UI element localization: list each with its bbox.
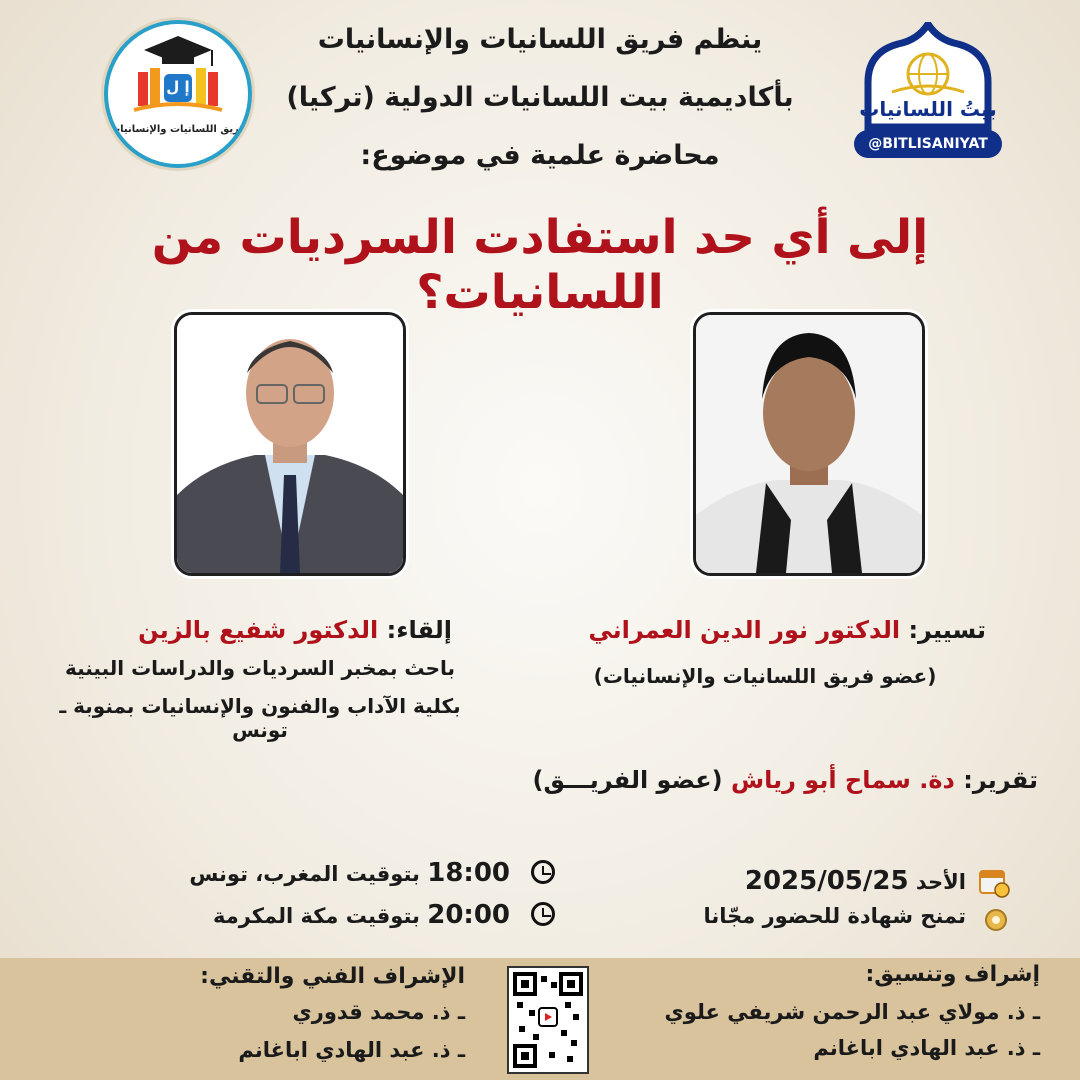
certificate-icon <box>984 908 1008 932</box>
clock-icon <box>531 902 555 926</box>
certificate-note: تمنح شهادة للحضور مجّانا <box>703 904 966 928</box>
coord-member-1: ـ ذ. مولاي عبد الرحمن شريفي علوي <box>664 1000 1040 1024</box>
report-note: (عضو الفريـــق) <box>532 766 723 794</box>
moderator-line <box>560 616 986 644</box>
lecture-intro: محاضرة علمية في موضوع: <box>360 140 720 171</box>
time-row-2 <box>180 900 510 930</box>
calendar-icon <box>978 866 1010 898</box>
date-row <box>640 866 966 896</box>
event-date: 2025/05/25 <box>744 866 909 896</box>
time-2-label: بتوقيت مكة المكرمة <box>212 904 420 928</box>
coord-member-2: ـ ذ. عبد الهادي اباغانم <box>813 1036 1040 1060</box>
tech-member-1: ـ ذ. محمد قدوري <box>292 1000 465 1024</box>
clock-icon <box>531 860 555 884</box>
time-1: 18:00 <box>427 858 510 888</box>
time-row-1 <box>180 858 510 888</box>
qr-code[interactable] <box>507 966 589 1074</box>
moderator-desc: (عضو فريق اللسانيات والإنسانيات) <box>593 664 937 688</box>
lecturer-line <box>60 616 452 644</box>
time-1-label: بتوقيت المغرب، تونس <box>189 862 420 886</box>
report-key: تقرير: <box>963 766 1038 794</box>
tech-member-2: ـ ذ. عبد الهادي اباغانم <box>238 1038 465 1062</box>
moderator-key: تسيير: <box>908 616 986 644</box>
lecturer-desc-2: بكلية الآداب والفنون والإنسانيات بمنوبة ـ تونس <box>59 694 461 742</box>
team-logo <box>104 20 252 168</box>
logo-letters: إ ل <box>166 78 190 96</box>
lecturer-key: إلقاء: <box>386 616 452 644</box>
social-handle: @BITLISANIYAT <box>854 130 1002 158</box>
bitlisaniyat-logo <box>848 22 1008 172</box>
organizer-line: ينظم فريق اللسانيات والإنسانيات <box>317 24 763 55</box>
team-logo-text: فريق اللسانيات والإنسانيات <box>110 124 246 135</box>
day-label: الأحد <box>915 870 966 894</box>
tech-supervision-heading: الإشراف الفني والتقني: <box>200 964 465 989</box>
lecture-title: إلى أي حد استفادت السرديات من اللسانيات؟ <box>151 210 929 320</box>
time-2: 20:00 <box>427 900 510 930</box>
moderator-name: الدكتور نور الدين العمراني <box>588 616 901 644</box>
coordination-heading: إشراف وتنسيق: <box>865 962 1040 987</box>
lecturer-desc-1: باحث بمخبر السرديات والدراسات البينية <box>64 656 456 680</box>
report-line <box>520 766 1038 794</box>
academy-line: بأكاديمية بيت اللسانيات الدولية (تركيا) <box>286 82 794 113</box>
graduation-book-icon <box>108 24 248 124</box>
lecturer-name: الدكتور شفيع بالزين <box>138 616 379 644</box>
bitlisaniyat-name: بيتُ اللسانيات <box>859 97 997 121</box>
qr-code-icon <box>509 968 587 1072</box>
report-name: دة. سماح أبو رياش <box>730 766 955 794</box>
moderator-photo <box>693 312 925 576</box>
lecturer-photo <box>174 312 406 576</box>
